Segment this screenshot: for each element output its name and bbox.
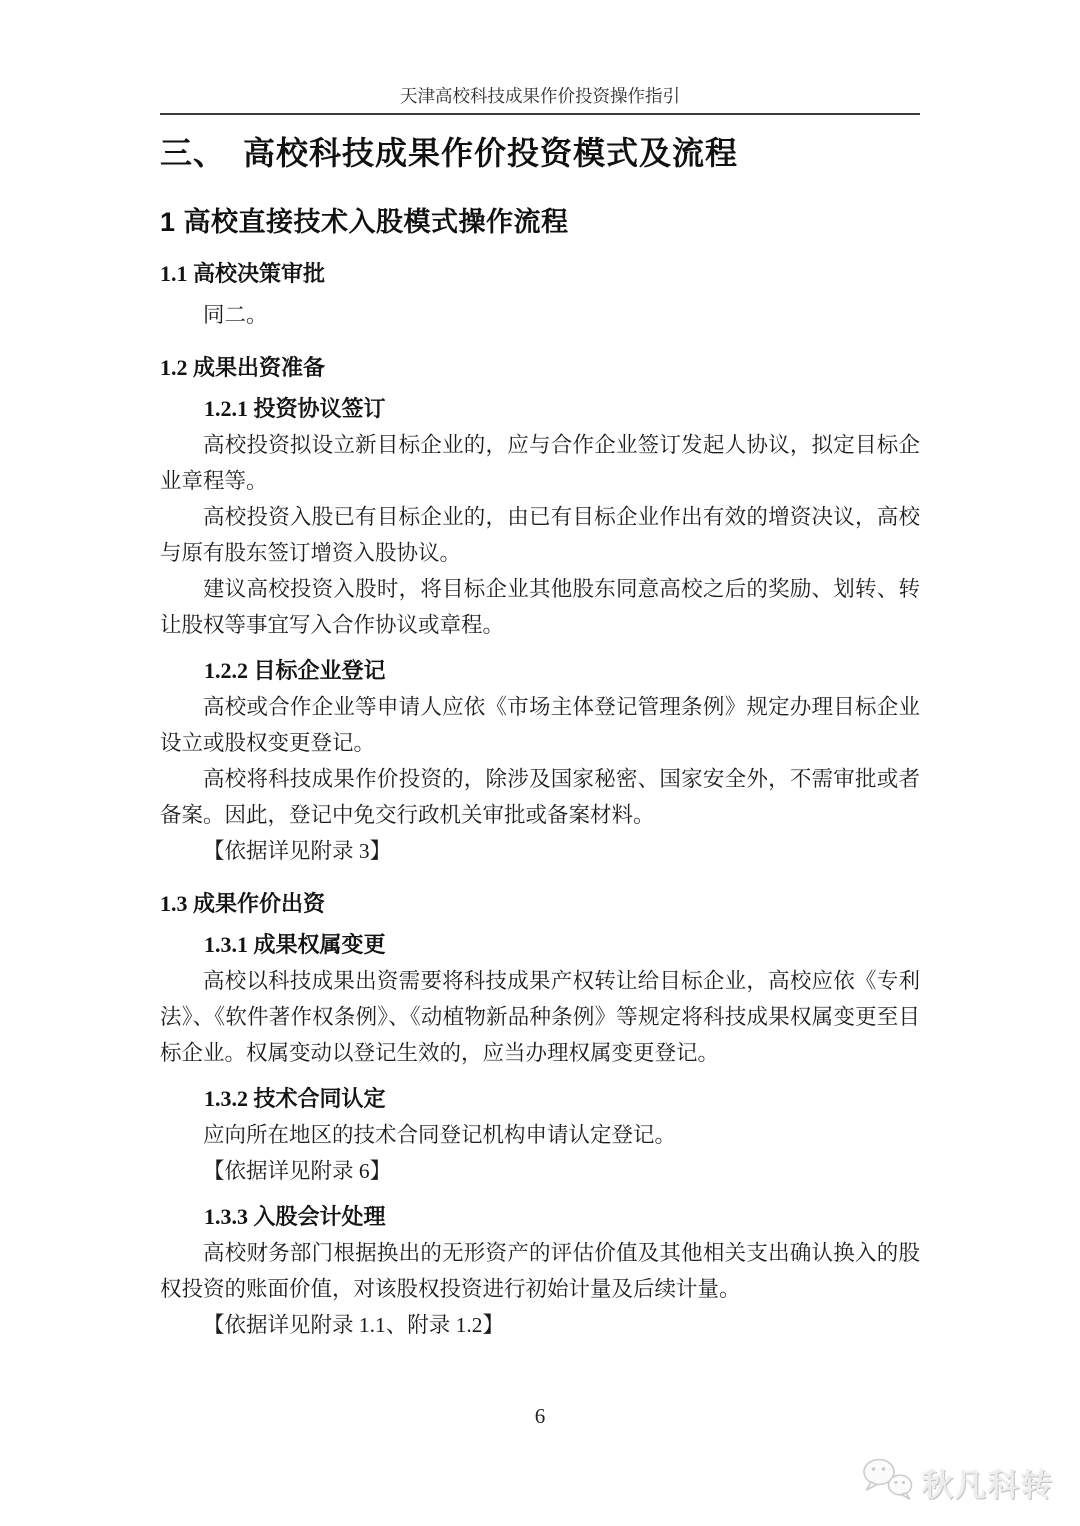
- chapter-title: 三、 高校科技成果作价投资模式及流程: [160, 135, 739, 171]
- paragraph-contract-recognition: 应向所在地区的技术合同登记机构申请认定登记。: [203, 1123, 677, 1147]
- paragraph-new-company-agreement: 高校投资拟设立新目标企业的，应与合作企业签订发起人协议，拟定目标企业章程等。: [160, 433, 920, 493]
- heading-1-3-3: 1.3.3 入股会计处理: [204, 1204, 386, 1229]
- reference-appendix-3: 【依据详见附录 3】: [203, 839, 392, 863]
- wechat-bubbles-icon: [860, 1456, 918, 1509]
- running-header: [160, 0, 920, 115]
- paragraph-registration: 高校或合作企业等申请人应依《市场主体登记管理条例》规定办理目标企业设立或股权变更登记。: [160, 695, 920, 755]
- paragraph-existing-company-agreement: 高校投资入股已有目标企业的，由已有目标企业作出有效的增资决议，高校与原有股东签订增资入股协议。: [160, 505, 920, 565]
- heading-1-3-2: 1.3.2 技术合同认定: [204, 1086, 386, 1111]
- heading-1-2-1: 1.2.1 投资协议签订: [204, 396, 386, 421]
- running-header-title: 天津高校科技成果作价投资操作指引: [400, 86, 680, 106]
- paragraph-no-approval-needed: 高校将科技成果作价投资的，除涉及国家秘密、国家安全外，不需审批或者备案。因此，登记中免交行政机关审批或备案材料。: [160, 767, 920, 827]
- page-content: [160, 0, 920, 1343]
- watermark-label: 秋凡科转: [922, 1468, 1054, 1503]
- heading-1-1: 1.1 高校决策审批: [160, 261, 326, 286]
- section-title: 1 高校直接技术入股模式操作流程: [160, 207, 569, 237]
- paragraph-ownership-change: 高校以科技成果出资需要将科技成果产权转让给目标企业，高校应依《专利法》、《软件著作权条例》、《动植物新品种条例》等规定将科技成果权属变更至目标企业。权属变动以登记生效的，应当办理权属变更登记。: [160, 969, 920, 1065]
- reference-appendix-1-1-1-2: 【依据详见附录 1.1、附录 1.2】: [203, 1313, 505, 1337]
- page-number: 6: [534, 1404, 546, 1428]
- heading-1-2-2: 1.2.2 目标企业登记: [204, 658, 386, 683]
- paragraph-advice-clause: 建议高校投资入股时，将目标企业其他股东同意高校之后的奖励、划转、转让股权等事宜写入合作协议或章程。: [160, 577, 920, 637]
- reference-appendix-6: 【依据详见附录 6】: [203, 1159, 392, 1183]
- heading-1-2: 1.2 成果出资准备: [160, 355, 326, 380]
- heading-1-3-1: 1.3.1 成果权属变更: [204, 932, 386, 957]
- paragraph-accounting: 高校财务部门根据换出的无形资产的评估价值及其他相关支出确认换入的股权投资的账面价值，对该股权投资进行初始计量及后续计量。: [160, 1241, 920, 1301]
- watermark: [860, 1456, 1054, 1509]
- paragraph-same-as-two: 同二。: [203, 303, 268, 327]
- heading-1-3: 1.3 成果作价出资: [160, 891, 326, 916]
